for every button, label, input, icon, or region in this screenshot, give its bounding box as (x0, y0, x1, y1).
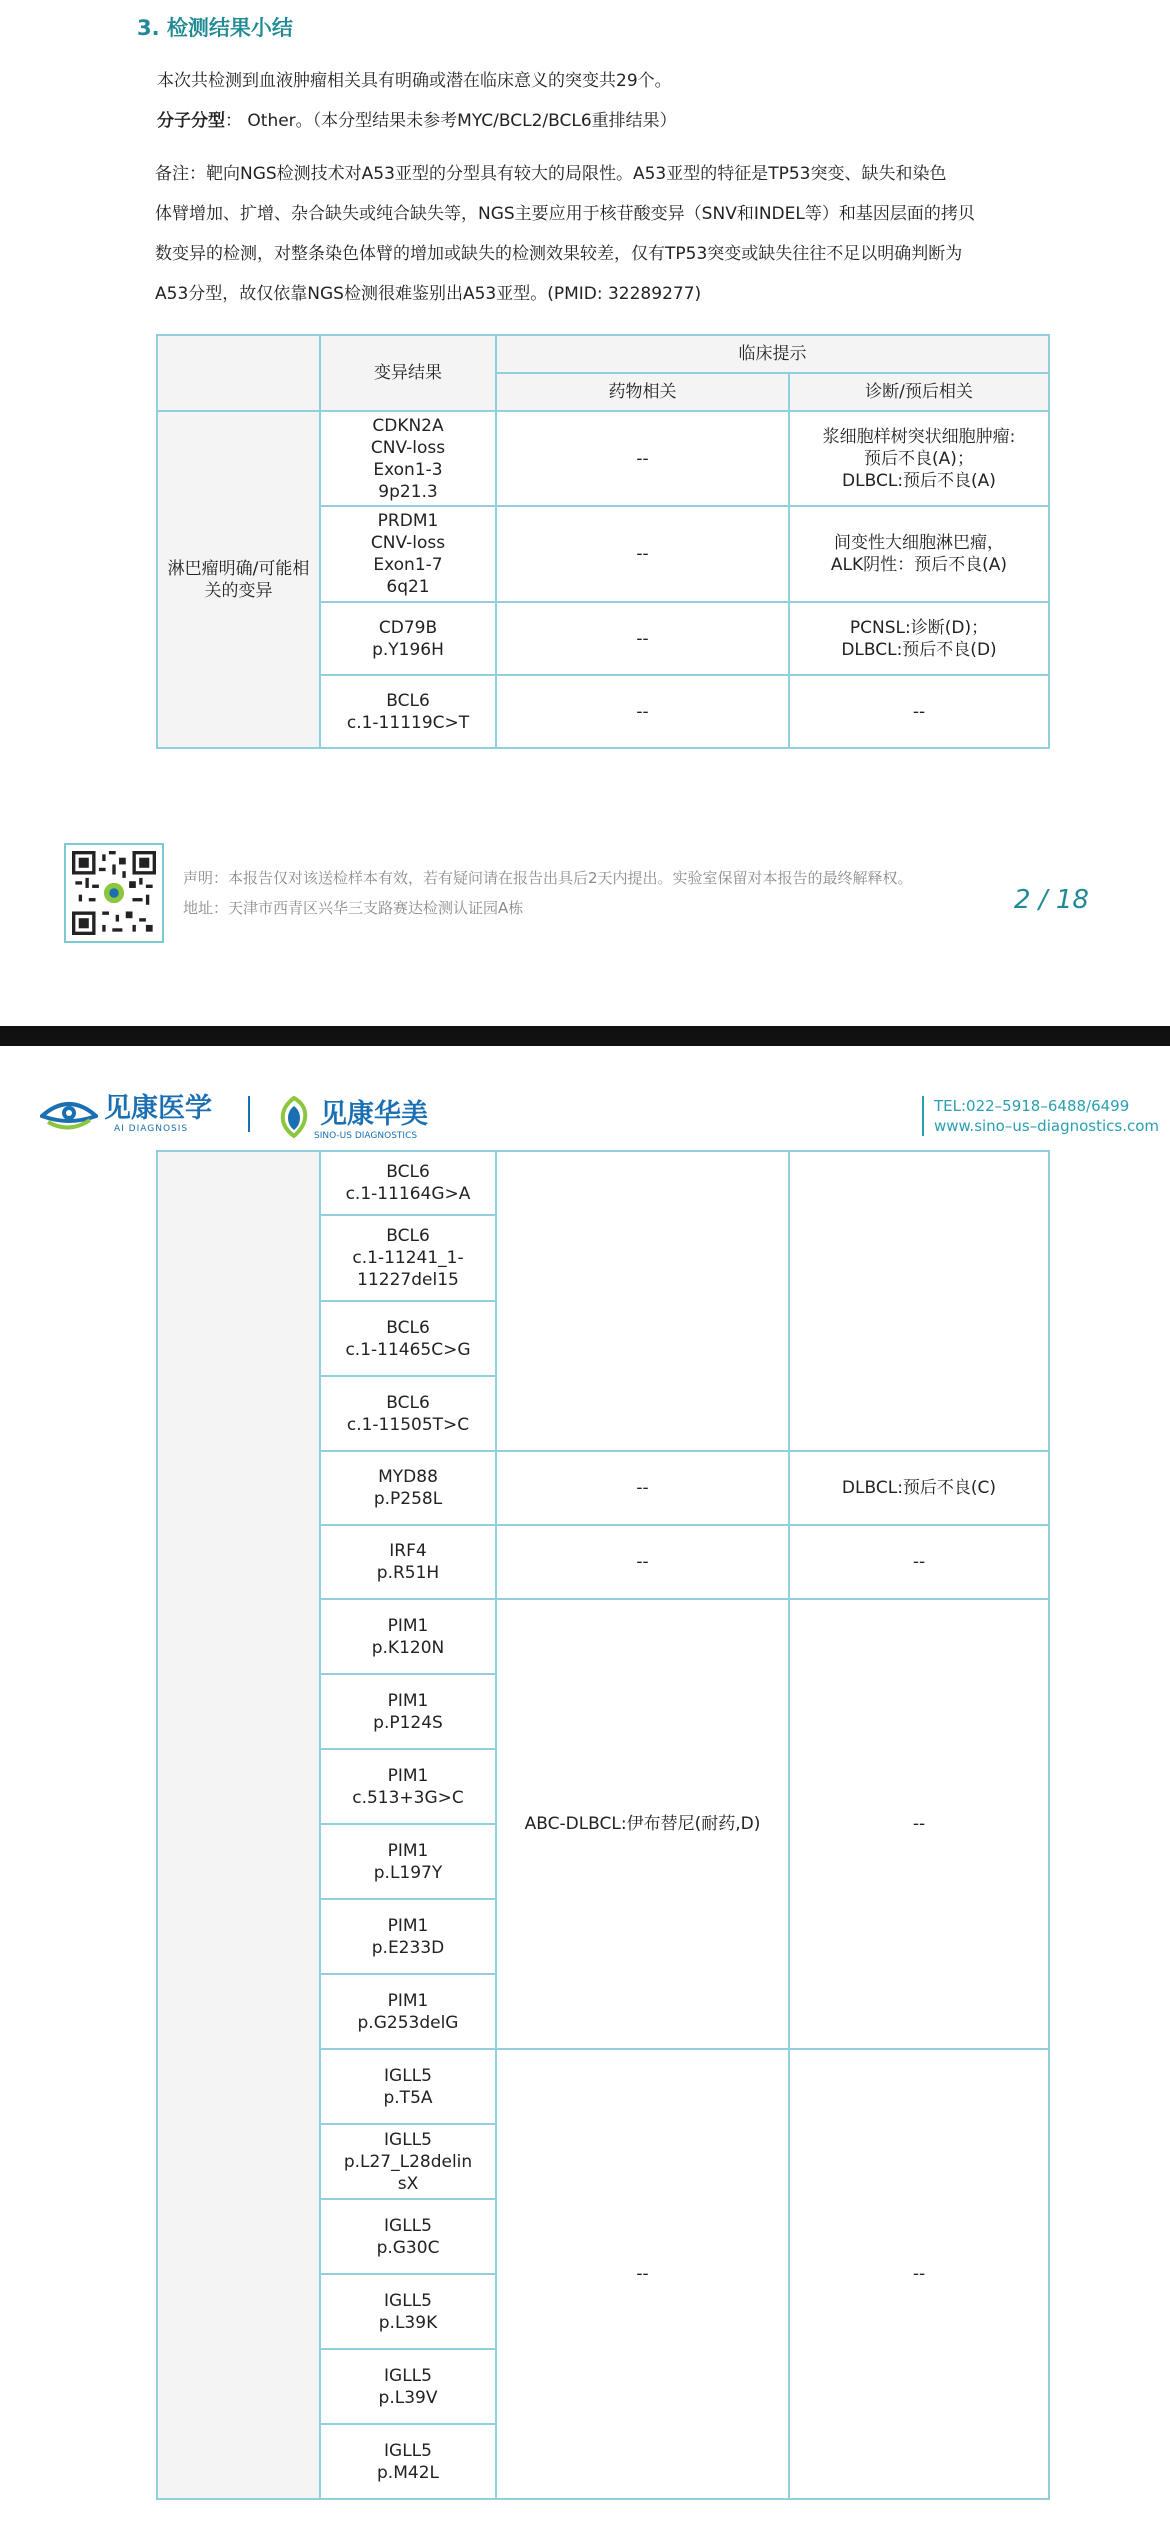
variant-line: PIM1 (387, 1690, 429, 1711)
summary-line: 本次共检测到血液肿瘤相关具有明确或潜在临床意义的突变共29个。 (157, 71, 672, 91)
drug-cell-merged: ABC-DLBCL:伊布替尼(耐药,D) (496, 1599, 789, 2049)
logo-ai-diagnosis (40, 1092, 212, 1136)
group-label: 淋巴瘤明确/可能相关的变异 (157, 411, 320, 748)
logo1-sub: AI DIAGNOSIS (114, 1124, 189, 1134)
variant-line: p.Y196H (372, 639, 444, 660)
variant-cell (320, 506, 496, 602)
header-drug: 药物相关 (496, 373, 789, 411)
diag-cell: -- (789, 675, 1049, 748)
variant-cell (320, 1451, 496, 1525)
variant-line: p.G253delG (357, 2012, 459, 2033)
variant-line: p.L197Y (373, 1862, 443, 1883)
header-diag: 诊断/预后相关 (789, 373, 1049, 411)
variant-line: BCL6 (386, 1392, 430, 1413)
variant-table-part1 (156, 334, 1050, 749)
variant-line: p.E233D (371, 1937, 445, 1958)
variant-cell (320, 1674, 496, 1749)
variant-line: p.L39K (378, 2312, 438, 2333)
variant-cell (320, 675, 496, 748)
variant-cell (320, 2274, 496, 2349)
variant-line: 9p21.3 (378, 481, 438, 502)
drug-cell: -- (496, 1525, 789, 1599)
variant-line: p.G30C (376, 2237, 440, 2258)
logo2-text (314, 1092, 428, 1141)
molecular-type-label: 分子分型 (157, 111, 225, 131)
variant-line: PIM1 (387, 1990, 429, 2011)
footer-address: 地址：天津市西青区兴华三支路赛达检测认证园A栋 (183, 899, 524, 917)
group-continuation-cell (157, 1151, 320, 2499)
variant-line: p.L27_L28delin (343, 2151, 473, 2172)
variant-line: p.P258L (373, 1489, 443, 1509)
diag-cell-merged: -- (789, 2049, 1049, 2499)
variant-line: c.1-11465C>G (345, 1339, 471, 1360)
variant-line: CDKN2A (372, 415, 444, 436)
diag-line: ALK阴性：预后不良(A) (830, 555, 1008, 575)
logo-sino-us (274, 1092, 428, 1141)
variant-line: PIM1 (387, 1840, 429, 1861)
variant-cell (320, 1899, 496, 1974)
page-number: 2 / 18 (1014, 885, 1089, 915)
variant-line: c.1-11241_1- (352, 1248, 464, 1268)
logo1-text (98, 1094, 212, 1134)
diag-line: 预后不良(A)； (864, 448, 974, 469)
variant-cell (320, 1215, 496, 1301)
footer-disclaimer: 声明：本报告仅对该送检样本有效，若有疑问请在报告出具后2天内提出。实验室保留对本报告的最终解释权。 (183, 869, 913, 887)
variant-cell (320, 2349, 496, 2424)
variant-line: Exon1-3 (373, 459, 443, 480)
variant-line: 11227del15 (357, 1270, 459, 1290)
variant-line: p.K120N (371, 1637, 445, 1658)
variant-line: IGLL5 (384, 2129, 432, 2150)
variant-line: BCL6 (386, 1317, 430, 1338)
variant-cell (320, 1824, 496, 1899)
variant-line: PIM1 (387, 1915, 429, 1936)
variant-line: IGLL5 (384, 2065, 432, 2086)
variant-cell (320, 1301, 496, 1376)
variant-line: PIM1 (387, 1615, 429, 1636)
variant-line: MYD88 (378, 1467, 438, 1487)
diag-line: 间变性大细胞淋巴瘤， (834, 533, 1004, 553)
diag-cell (789, 411, 1049, 506)
drug-cell: -- (496, 1451, 789, 1525)
report-page-2 (0, 0, 1170, 1026)
variant-line: p.P124S (373, 1712, 443, 1733)
variant-table-part2 (156, 1150, 1050, 2500)
drug-cell: -- (496, 411, 789, 506)
note-line-2: 体臂增加、扩增、杂合缺失或纯合缺失等，NGS主要应用于核苷酸变异（SNV和INDEL等）和基因层面的拷贝 (155, 204, 975, 224)
variant-line: CNV-loss (370, 533, 446, 553)
note-line-4: A53分型，故仅依靠NGS检测很难鉴别出A53亚型。(PMID: 32289277) (155, 284, 702, 304)
diag-line: DLBCL:预后不良(A) (842, 470, 996, 491)
variant-line: BCL6 (386, 1162, 430, 1182)
variant-line: c.513+3G>C (352, 1787, 464, 1808)
variant-line: BCL6 (386, 1226, 430, 1246)
diag-line: 浆细胞样树突状细胞肿瘤: (822, 426, 1016, 447)
variant-cell (320, 411, 496, 506)
drug-cell: -- (496, 506, 789, 602)
diag-cell-merged: -- (789, 1599, 1049, 2049)
qr-code-icon (72, 851, 156, 935)
header-clinical: 临床提示 (496, 335, 1049, 373)
contact-info (922, 1096, 1159, 1136)
variant-line: PRDM1 (377, 511, 439, 531)
logo2-sub: SINO-US DIAGNOSTICS (314, 1131, 418, 1141)
variant-line: 6q21 (386, 577, 430, 597)
drug-cell-merged (496, 1151, 789, 1451)
variant-cell (320, 1749, 496, 1824)
variant-line: c.1-11164G>A (345, 1184, 471, 1204)
variant-line: p.L39V (378, 2387, 438, 2408)
leaf-logo-icon (274, 1096, 314, 1138)
logo1-name: 见康医学 (104, 1093, 212, 1124)
header-variant: 变异结果 (320, 335, 496, 411)
variant-line: IGLL5 (384, 2365, 432, 2386)
diag-line: DLBCL:预后不良(D) (841, 639, 997, 660)
diag-cell: -- (789, 1525, 1049, 1599)
note-line-3: 数变异的检测，对整条染色体臂的增加或缺失的检测效果较差，仅有TP53突变或缺失往往不足以明确判断为 (155, 244, 963, 264)
contact-tel: TEL:022–5918–6488/6499 (934, 1097, 1130, 1115)
eye-logo-icon (40, 1096, 98, 1132)
variant-line: p.T5A (383, 2087, 433, 2108)
report-page-3 (0, 1046, 1170, 2532)
molecular-type-value: ： Other。（本分型结果未参考MYC/BCL2/BCL6重排结果） (225, 111, 677, 131)
qr-code (64, 843, 164, 943)
variant-cell (320, 1974, 496, 2049)
variant-line: CD79B (378, 617, 438, 638)
section-title: 3. 检测结果小结 (137, 16, 293, 40)
header-empty-cell (157, 335, 320, 411)
logo2-name: 见康华美 (320, 1099, 428, 1130)
variant-cell (320, 2049, 496, 2124)
page-divider (0, 1026, 1170, 1046)
variant-line: Exon1-7 (373, 555, 443, 575)
variant-line: c.1-11119C>T (346, 712, 470, 733)
variant-line: c.1-11505T>C (346, 1414, 470, 1435)
variant-line: CNV-loss (370, 437, 446, 458)
variant-line: BCL6 (386, 690, 430, 711)
note-line-1: 备注：靶向NGS检测技术对A53亚型的分型具有较大的局限性。A53亚型的特征是TP53突变、缺失和染色 (155, 164, 947, 184)
molecular-type-line (157, 101, 1057, 141)
diag-cell (789, 602, 1049, 675)
diag-cell: DLBCL:预后不良(C) (789, 1451, 1049, 1525)
variant-cell (320, 1376, 496, 1451)
variant-line: PIM1 (387, 1765, 429, 1786)
drug-cell-merged: -- (496, 2049, 789, 2499)
variant-line: p.R51H (376, 1563, 440, 1583)
diag-cell-merged (789, 1151, 1049, 1451)
logo-separator (248, 1096, 250, 1132)
variant-cell (320, 2124, 496, 2199)
variant-line: IRF4 (389, 1541, 427, 1561)
variant-cell (320, 1151, 496, 1215)
variant-line: sX (397, 2173, 419, 2194)
variant-cell (320, 1525, 496, 1599)
variant-cell (320, 2424, 496, 2499)
diag-line: PCNSL:诊断(D)； (849, 617, 989, 638)
variant-cell (320, 2199, 496, 2274)
diag-cell (789, 506, 1049, 602)
variant-line: p.M42L (377, 2462, 439, 2483)
variant-line: IGLL5 (384, 2215, 432, 2236)
variant-cell (320, 1599, 496, 1674)
variant-line: IGLL5 (384, 2440, 432, 2461)
drug-cell: -- (496, 602, 789, 675)
contact-web: www.sino–us–diagnostics.com (934, 1117, 1159, 1135)
variant-cell (320, 602, 496, 675)
drug-cell: -- (496, 675, 789, 748)
note-paragraph (157, 154, 1037, 314)
variant-line: IGLL5 (384, 2290, 432, 2311)
